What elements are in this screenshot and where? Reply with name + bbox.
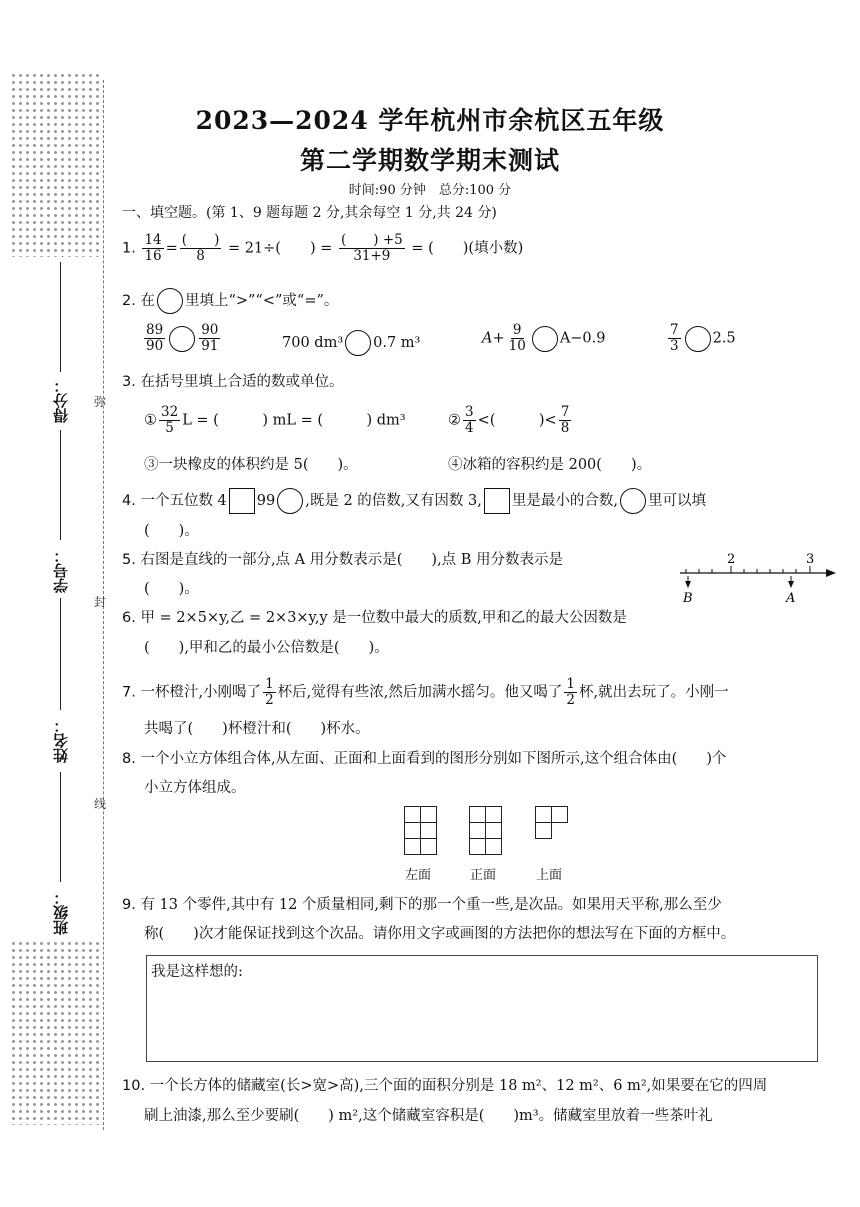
exam-meta: 时间:90 分钟 总分:100 分 <box>348 183 512 198</box>
question-4: 4. 一个五位数 4 99 ,既是 2 的倍数,又有因数 3, 里是最小的合数, 里可以填 <box>122 488 706 514</box>
fraction: $\frac{1}{2}$ <box>265 676 274 708</box>
question-3: 3. 在括号里填上合适的数或单位。 <box>122 374 344 390</box>
title-line-2: 第二学期数学期末测试 <box>299 146 560 175</box>
q9-line-2: 称( )次才能保证找到这个次品。请你用文字或画图的方法把你的想法写在下面的方框中。 <box>144 926 736 942</box>
number-line <box>676 548 838 608</box>
fraction: $\frac{9}{10}$ <box>508 322 526 354</box>
fraction: $\frac{14}{16}$ <box>144 232 162 264</box>
side-line-student-no <box>60 430 61 540</box>
q10-line-2: 刷上油漆,那么至少要刷( ) m²,这个储藏室容积是( )m³。储藏室里放着一些茶叶礼 <box>144 1108 713 1124</box>
question-6: 6. 甲 = 2×5×y,乙 = 2×3×y,y 是一位数中最大的质数,甲和乙的最大公因数是 <box>122 610 627 626</box>
section-heading: 一、填空题。(第 1、9 题每题 2 分,其余每空 1 分,共 24 分) <box>122 205 497 221</box>
side-line-score <box>60 262 61 372</box>
answer-circle[interactable] <box>685 326 711 352</box>
fraction: $\frac{89}{90}$ <box>146 322 164 354</box>
label-score: 得分： <box>52 378 70 423</box>
left-view-figure <box>404 806 437 855</box>
q7-line-2: 共喝了( )杯橙汁和( )杯水。 <box>144 721 370 737</box>
answer-circle[interactable] <box>532 326 558 352</box>
question-9: 9. 有 13 个零件,其中有 12 个质量相同,剩下的那一个重一些,是次品。如果用天平称,那么至少 <box>122 897 722 913</box>
fraction: $\frac{( ) +5}{31+9}$ <box>341 232 403 264</box>
answer-square[interactable] <box>484 488 510 514</box>
seal-char-1: 弥 <box>94 395 107 409</box>
q2-items <box>142 323 222 354</box>
front-view-figure <box>469 806 502 855</box>
answer-circle[interactable] <box>345 330 371 356</box>
answer-box[interactable] <box>146 955 818 1062</box>
fraction: $\frac{90}{91}$ <box>201 322 219 354</box>
question-1: 1. $\frac{14}{16}$ = $\frac{( )}{8}$ = 21÷( ) = $\frac{( ) +5}{31+9}$ = ( )(填小数) <box>122 232 524 264</box>
answer-box-prompt: 我是这样想的: <box>151 964 243 980</box>
q2-item-c: A+ $\frac{9}{10}$ A−0.9 <box>482 322 606 354</box>
q3-item-b: ② $\frac{3}{4}$ <( )< $\frac{7}{8}$ <box>448 404 570 436</box>
q4-line-2: ( )。 <box>144 523 199 539</box>
q5-line-2: ( )。 <box>144 581 199 597</box>
caption-left: 左面 <box>405 868 432 883</box>
seal-char-2: 封 <box>94 595 107 609</box>
tick-label-2: 2 <box>727 552 736 567</box>
q2-item-b: 700 dm³ 0.7 m³ <box>282 330 420 356</box>
question-7: 7. 一杯橙汁,小刚喝了 $\frac{1}{2}$ 杯后,觉得有些浓,然后加满水摇匀。他又喝了 $\frac{1}{2}$ 杯,就出去玩了。小刚一 <box>122 676 729 708</box>
q6-line-2: ( ),甲和乙的最小公倍数是( )。 <box>144 640 389 656</box>
caption-top: 上面 <box>536 868 563 883</box>
binding-pattern-bottom <box>10 940 102 1125</box>
fraction: $\frac{( )}{8}$ <box>181 232 220 264</box>
answer-circle[interactable] <box>620 488 646 514</box>
label-class: 班级： <box>52 890 70 935</box>
q8-line-2: 小立方体组成。 <box>144 780 246 796</box>
point-a-label: A <box>786 591 796 606</box>
fraction: $\frac{7}{8}$ <box>560 404 570 436</box>
caption-front: 正面 <box>470 868 497 883</box>
fraction: $\frac{1}{2}$ <box>566 676 575 708</box>
q3-item-c: ③一块橡皮的体积约是 5( )。 <box>144 457 358 473</box>
q2-item-d: $\frac{7}{3}$ 2.5 <box>670 322 736 354</box>
answer-circle[interactable] <box>277 488 303 514</box>
question-8: 8. 一个小立方体组合体,从左面、正面和上面看到的图形分别如下图所示,这个组合体由( )个 <box>122 751 727 767</box>
fraction: $\frac{7}{3}$ <box>670 322 679 354</box>
side-line-class <box>60 772 61 882</box>
question-5: 5. 右图是直线的一部分,点 A 用分数表示是( ),点 B 用分数表示是 <box>122 552 564 568</box>
point-b-label: B <box>683 591 693 606</box>
seal-char-3: 线 <box>94 797 107 811</box>
q-number: 1. <box>122 240 136 257</box>
top-view-figure <box>535 806 568 839</box>
label-name: 姓名： <box>52 718 70 763</box>
question-2: 2. 在 里填上“>”“<”或“=”。 <box>122 288 338 314</box>
side-line-name <box>60 598 61 710</box>
answer-circle[interactable] <box>157 288 183 314</box>
label-student-no: 学号： <box>52 548 70 593</box>
fraction: $\frac{32}{5}$ <box>161 404 179 436</box>
q3-item-a: ① $\frac{32}{5}$ L = ( ) mL = ( ) dm³ <box>144 404 406 436</box>
fraction: $\frac{3}{4}$ <box>465 404 474 436</box>
answer-circle[interactable] <box>169 326 195 352</box>
q3-item-d: ④冰箱的容积约是 200( )。 <box>448 457 652 473</box>
tick-label-3: 3 <box>806 552 815 567</box>
question-10: 10. 一个长方体的储藏室(长>宽>高),三个面的面积分别是 18 m²、12 m²、6 m²,如果要在它的四周 <box>122 1078 768 1094</box>
answer-square[interactable] <box>229 488 255 514</box>
title-line-1: 2023—2024 学年杭州市余杭区五年级 <box>195 106 665 135</box>
